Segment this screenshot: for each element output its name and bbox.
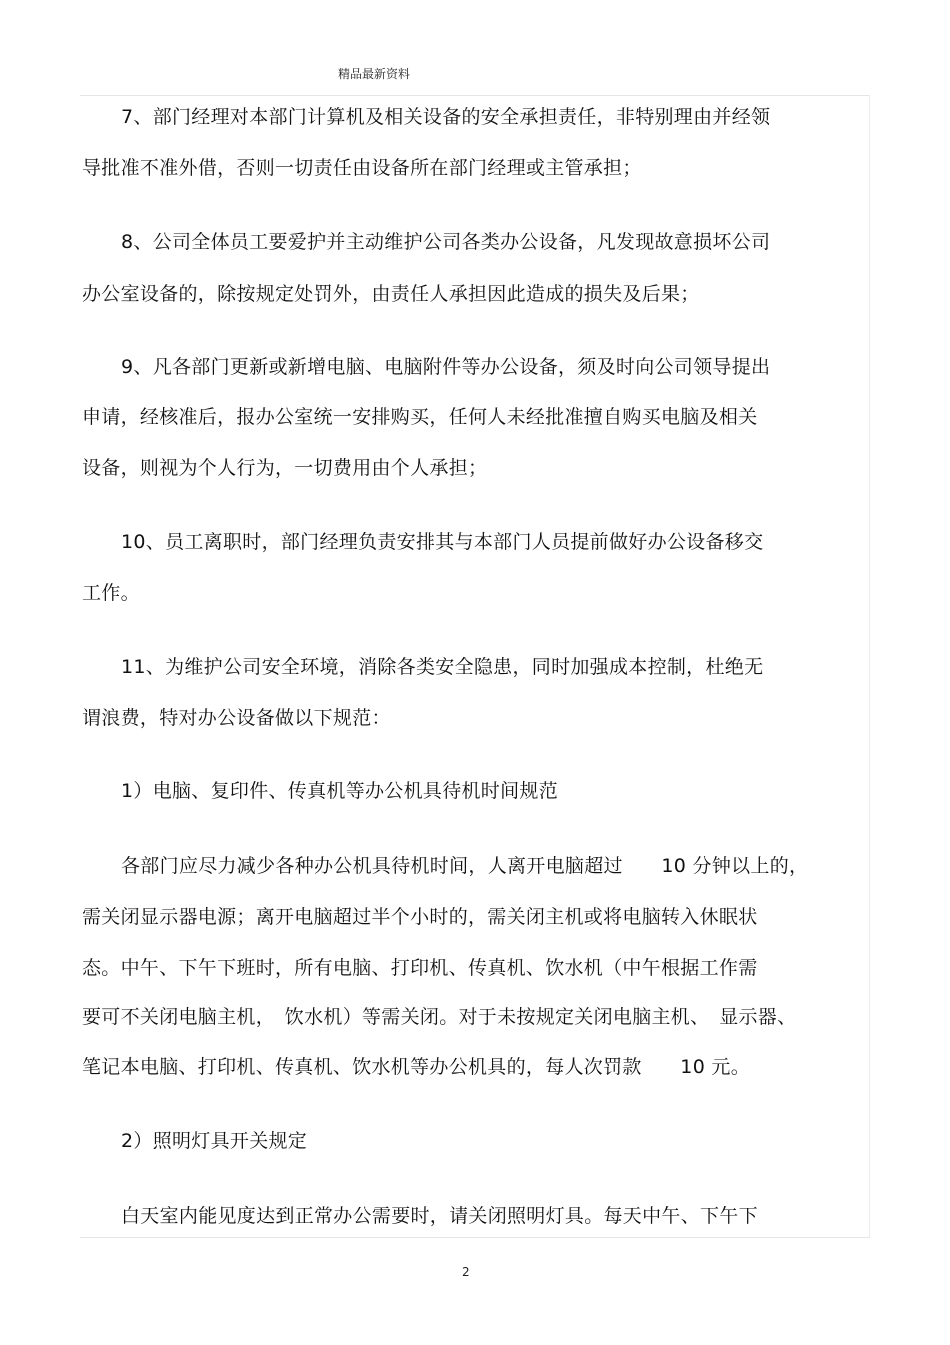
paragraph-11-line-2: 谓浪费，特对办公设备做以下规范： [82,707,391,729]
standby-rule-line-2: 需关闭显示器电源；离开电脑超过半个小时的，需关闭主机或将电脑转入休眠状 [82,906,758,928]
paragraph-7-line-2: 导批准不准外借，否则一切责任由设备所在部门经理或主管承担； [82,157,642,179]
lighting-rule-line-1: 白天室内能见度达到正常办公需要时，请关闭照明灯具。每天中午、下午下 [121,1205,758,1227]
standby-rule-line-5: 笔记本电脑、打印机、传真机、饮水机等办公机具的，每人次罚款 10 元。 [82,1056,751,1078]
paragraph-7-line-1: 7、部门经理对本部门计算机及相关设备的安全承担责任，非特别理由并经领 [121,106,771,128]
standby-rule-line-4: 要可不关闭电脑主机， 饮水机）等需关闭。对于未按规定关闭电脑主机、 显示器、 [82,1006,797,1028]
paragraph-10-line-1: 10、员工离职时，部门经理负责安排其与本部门人员提前做好办公设备移交 [121,531,764,553]
paragraph-8-line-2: 办公室设备的，除按规定处罚外，由责任人承担因此造成的损失及后果； [82,283,700,305]
paragraph-9-line-3: 设备，则视为个人行为，一切费用由个人承担； [82,457,488,479]
footer-divider [80,1237,870,1238]
standby-rule-line-3: 态。中午、下午下班时，所有电脑、打印机、传真机、饮水机（中午根据工作需 [82,957,758,979]
right-margin-divider [869,95,870,1238]
header-divider [80,95,870,96]
paragraph-11-line-1: 11、为维护公司安全环境，消除各类安全隐患，同时加强成本控制，杜绝无 [121,656,764,678]
paragraph-9-line-2: 申请，经核准后，报办公室统一安排购买，任何人未经批准擅自购买电脑及相关 [82,406,758,428]
subheading-lighting: 2）照明灯具开关规定 [121,1130,308,1152]
header-label: 精品最新资料 [338,67,411,81]
paragraph-10-line-2: 工作。 [82,582,140,604]
paragraph-9-line-1: 9、凡各部门更新或新增电脑、电脑附件等办公设备，须及时向公司领导提出 [121,356,771,378]
paragraph-8-line-1: 8、公司全体员工要爱护并主动维护公司各类办公设备，凡发现故意损坏公司 [121,231,771,253]
standby-rule-line-1: 各部门应尽力减少各种办公机具待机时间，人离开电脑超过 10 分钟以上的， [121,855,809,877]
subheading-standby-time: 1）电脑、复印件、传真机等办公机具待机时间规范 [121,780,558,802]
page-number: 2 [462,1265,470,1279]
